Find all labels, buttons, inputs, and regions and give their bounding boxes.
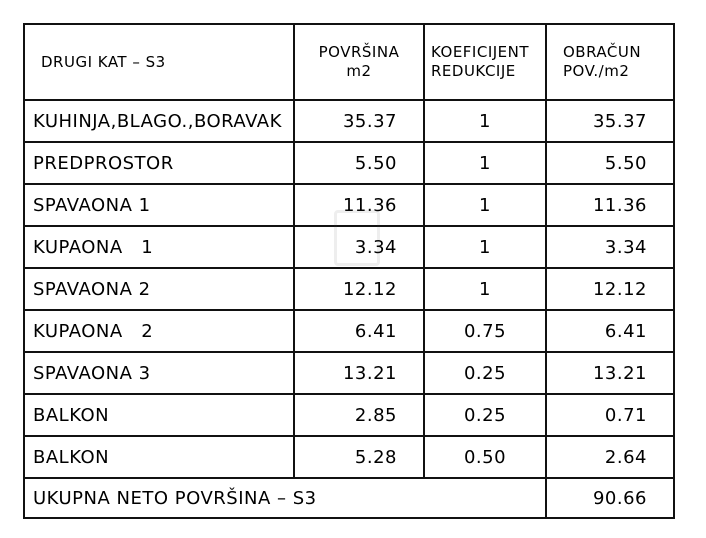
room-area: 13.21 bbox=[294, 352, 424, 394]
area-header-line1: POVRŠINA bbox=[318, 43, 400, 61]
calculation-column-header bbox=[546, 24, 674, 100]
table-row bbox=[24, 226, 674, 268]
floor-label-header: DRUGI KAT – S3 bbox=[24, 24, 294, 100]
room-coefficient: 0.25 bbox=[424, 352, 546, 394]
room-area: 3.34 bbox=[294, 226, 424, 268]
room-name: KUHINJA,BLAGO.,BORAVAK bbox=[24, 100, 294, 142]
table-header-row bbox=[24, 24, 674, 100]
area-column-header bbox=[294, 24, 424, 100]
total-row bbox=[24, 478, 674, 518]
room-coefficient: 1 bbox=[424, 226, 546, 268]
coef-header-line2: REDUKCIJE bbox=[431, 62, 516, 80]
total-value: 90.66 bbox=[546, 478, 674, 518]
room-coefficient: 0.75 bbox=[424, 310, 546, 352]
table-row bbox=[24, 142, 674, 184]
room-result: 3.34 bbox=[546, 226, 674, 268]
room-name: KUPAONA 1 bbox=[24, 226, 294, 268]
room-name: BALKON bbox=[24, 436, 294, 478]
room-area: 6.41 bbox=[294, 310, 424, 352]
coefficient-column-header bbox=[424, 24, 546, 100]
table-row bbox=[24, 352, 674, 394]
room-result: 35.37 bbox=[546, 100, 674, 142]
room-result: 12.12 bbox=[546, 268, 674, 310]
room-result: 6.41 bbox=[546, 310, 674, 352]
room-area: 5.50 bbox=[294, 142, 424, 184]
calc-header-line1: OBRAČUN bbox=[563, 43, 642, 61]
room-result: 2.64 bbox=[546, 436, 674, 478]
room-result: 5.50 bbox=[546, 142, 674, 184]
room-result: 13.21 bbox=[546, 352, 674, 394]
room-coefficient: 1 bbox=[424, 184, 546, 226]
room-name: SPAVAONA 2 bbox=[24, 268, 294, 310]
room-area: 11.36 bbox=[294, 184, 424, 226]
room-area: 5.28 bbox=[294, 436, 424, 478]
area-table bbox=[23, 23, 675, 519]
total-label: UKUPNA NETO POVRŠINA – S3 bbox=[24, 478, 546, 518]
room-name: KUPAONA 2 bbox=[24, 310, 294, 352]
table-row bbox=[24, 394, 674, 436]
room-name: BALKON bbox=[24, 394, 294, 436]
table-row bbox=[24, 184, 674, 226]
room-name: SPAVAONA 1 bbox=[24, 184, 294, 226]
room-area: 2.85 bbox=[294, 394, 424, 436]
table-row bbox=[24, 436, 674, 478]
room-result: 11.36 bbox=[546, 184, 674, 226]
room-coefficient: 1 bbox=[424, 100, 546, 142]
room-coefficient: 0.25 bbox=[424, 394, 546, 436]
room-coefficient: 1 bbox=[424, 142, 546, 184]
calc-header-line2: POV./m2 bbox=[563, 62, 630, 80]
table-row bbox=[24, 100, 674, 142]
area-header-line2: m2 bbox=[346, 62, 372, 80]
room-name: SPAVAONA 3 bbox=[24, 352, 294, 394]
room-area: 12.12 bbox=[294, 268, 424, 310]
coef-header-line1: KOEFICIJENT bbox=[431, 43, 530, 61]
room-coefficient: 0.50 bbox=[424, 436, 546, 478]
room-result: 0.71 bbox=[546, 394, 674, 436]
room-coefficient: 1 bbox=[424, 268, 546, 310]
table-row bbox=[24, 310, 674, 352]
room-area: 35.37 bbox=[294, 100, 424, 142]
table-row bbox=[24, 268, 674, 310]
room-name: PREDPROSTOR bbox=[24, 142, 294, 184]
